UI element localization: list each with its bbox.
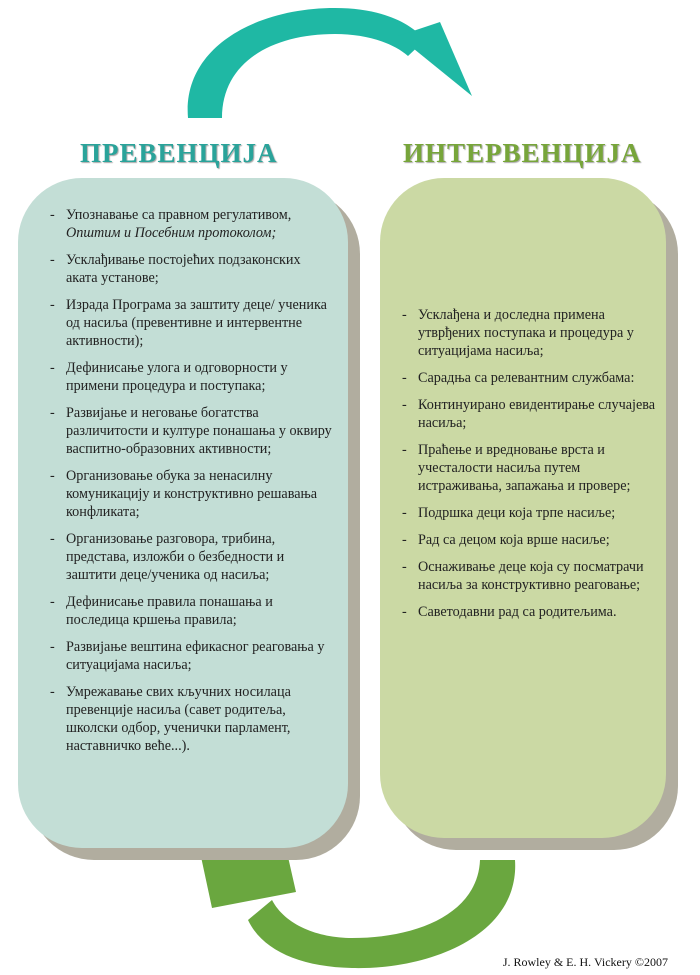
intervention-list: [402, 306, 656, 621]
intervention-item: - Континуирано евидентирање случајева насиља;: [402, 396, 656, 432]
intervention-item: - Саветодавни рад са родитељима.: [402, 603, 656, 621]
prevention-item: - Организовање обука за ненасилну комуникацију и конструктивно решавања конфликата;: [50, 467, 334, 521]
prevention-list: [50, 206, 334, 755]
intervention-item: - Подршка деци која трпе насиље;: [402, 504, 656, 522]
top-cycle-arrow-icon: [188, 8, 472, 118]
intervention-panel: [380, 178, 666, 838]
intervention-item: - Оснаживање деце која су посматрачи насиља за конструктивно реаговање;: [402, 558, 656, 594]
prevention-item: - Дефинисање улога и одговорности у примени процедура и поступака;: [50, 359, 334, 395]
bottom-cycle-arrow-icon: [200, 848, 515, 968]
prevention-item: - Израда Програма за заштиту деце/ ученика од насиља (превентивне и интервентне активности);: [50, 296, 334, 350]
intervention-item: - Рад са децом која врше насиље;: [402, 531, 656, 549]
prevention-panel: [18, 178, 348, 848]
intervention-item: - Сарадња са релевантним службама:: [402, 369, 656, 387]
prevention-item: - Развијање вештина ефикасног реаговања у ситуацијама насиља;: [50, 638, 334, 674]
intervention-title: ИНТЕРВЕНЦИЈА: [403, 138, 642, 168]
intervention-item: - Праћење и вредновање врста и учесталости насиља путем истраживања, запажања и провере;: [402, 441, 656, 495]
prevention-item: - Дефинисање правила понашања и последица кршења правила;: [50, 593, 334, 629]
prevention-item: - Умрежавање свих кључних носилаца превенције насиља (савет родитеља, школски одбор, ученички парламент, наставничко веће...).: [50, 683, 334, 755]
prevention-item: - Упознавање са правном регулативом, Општим и Посебним протоколом;: [50, 206, 334, 242]
prevention-item: - Усклађивање постојећих подзаконских аката установе;: [50, 251, 334, 287]
prevention-item: - Организовање разговора, трибина, представа, изложби о безбедности и заштити деце/ученика од насиља;: [50, 530, 334, 584]
prevention-item: - Развијање и неговање богатства различитости и културе понашања у оквиру васпитно-образовних активности;: [50, 404, 334, 458]
prevention-title: ПРЕВЕНЦИЈА: [80, 138, 278, 168]
intervention-item: - Усклађена и доследна примена утврђених поступака и процедура у ситуацијама насиља;: [402, 306, 656, 360]
copyright-credit: J. Rowley & E. H. Vickery ©2007: [502, 955, 668, 969]
